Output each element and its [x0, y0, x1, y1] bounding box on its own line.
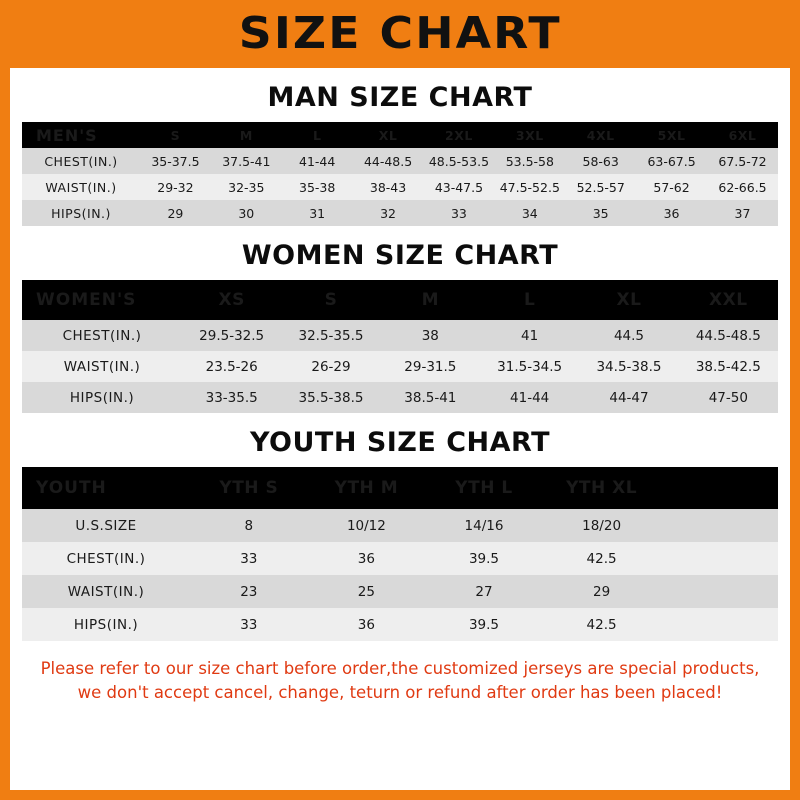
- footer-line-1: Please refer to our size chart before order,the customized jerseys are special products,: [40, 659, 760, 678]
- page-header: [0, 0, 800, 68]
- youth-header-yth-l: YTH L: [425, 467, 543, 509]
- men-header-s: S: [140, 122, 211, 148]
- women-header-m: M: [381, 280, 480, 320]
- table-row: [22, 320, 778, 351]
- youth-hips-blank: [660, 608, 778, 641]
- women-header-xxl: XXL: [679, 280, 778, 320]
- women-size-table: [22, 280, 778, 413]
- youth-chest-blank: [660, 542, 778, 575]
- men-row-label-waist: WAIST(IN.): [22, 174, 140, 200]
- table-row: [22, 174, 778, 200]
- table-header-row: [22, 467, 778, 509]
- footer-line-2: we don't accept cancel, change, teturn or refund after order has been placed!: [77, 682, 723, 702]
- youth-hips-m: 36: [308, 608, 426, 641]
- women-chest-s: 32.5-35.5: [281, 320, 380, 351]
- youth-waist-l: 27: [425, 575, 543, 608]
- women-row-label-chest: CHEST(IN.): [22, 320, 182, 351]
- youth-ussize-blank: [660, 509, 778, 542]
- youth-header-blank: [660, 467, 778, 509]
- men-row-label-hips: HIPS(IN.): [22, 200, 140, 226]
- men-chest-2xl: 48.5-53.5: [424, 148, 495, 174]
- table-header-row: [22, 280, 778, 320]
- women-chest-xs: 29.5-32.5: [182, 320, 281, 351]
- men-waist-xl: 38-43: [353, 174, 424, 200]
- chart-content: [10, 82, 790, 705]
- men-chest-m: 37.5-41: [211, 148, 282, 174]
- men-header-3xl: 3XL: [494, 122, 565, 148]
- women-header-xs: XS: [182, 280, 281, 320]
- men-chest-l: 41-44: [282, 148, 353, 174]
- women-hips-s: 35.5-38.5: [281, 382, 380, 413]
- women-hips-xxl: 47-50: [679, 382, 778, 413]
- table-row: [22, 509, 778, 542]
- men-row-label-chest: CHEST(IN.): [22, 148, 140, 174]
- men-chest-6xl: 67.5-72: [707, 148, 778, 174]
- youth-hips-l: 39.5: [425, 608, 543, 641]
- youth-header-label: YOUTH: [22, 467, 190, 509]
- women-waist-xxl: 38.5-42.5: [679, 351, 778, 382]
- youth-row-label-ussize: U.S.SIZE: [22, 509, 190, 542]
- men-chest-s: 35-37.5: [140, 148, 211, 174]
- men-header-4xl: 4XL: [565, 122, 636, 148]
- men-hips-3xl: 34: [494, 200, 565, 226]
- table-row: [22, 575, 778, 608]
- table-row: [22, 351, 778, 382]
- youth-waist-m: 25: [308, 575, 426, 608]
- men-hips-s: 29: [140, 200, 211, 226]
- men-hips-5xl: 36: [636, 200, 707, 226]
- men-header-2xl: 2XL: [424, 122, 495, 148]
- men-header-l: L: [282, 122, 353, 148]
- youth-chest-m: 36: [308, 542, 426, 575]
- men-chest-xl: 44-48.5: [353, 148, 424, 174]
- youth-ussize-s: 8: [190, 509, 308, 542]
- women-hips-xs: 33-35.5: [182, 382, 281, 413]
- men-hips-4xl: 35: [565, 200, 636, 226]
- women-hips-m: 38.5-41: [381, 382, 480, 413]
- women-header-label: WOMEN'S: [22, 280, 182, 320]
- women-section-title: WOMEN SIZE CHART: [241, 240, 559, 271]
- women-waist-xs: 23.5-26: [182, 351, 281, 382]
- men-waist-5xl: 57-62: [636, 174, 707, 200]
- youth-ussize-xl: 18/20: [543, 509, 661, 542]
- youth-waist-xl: 29: [543, 575, 661, 608]
- women-header-xl: XL: [579, 280, 678, 320]
- men-hips-m: 30: [211, 200, 282, 226]
- women-row-label-waist: WAIST(IN.): [22, 351, 182, 382]
- youth-section-title: YOUTH SIZE CHART: [249, 427, 551, 458]
- youth-chest-l: 39.5: [425, 542, 543, 575]
- youth-hips-xl: 42.5: [543, 608, 661, 641]
- men-waist-s: 29-32: [140, 174, 211, 200]
- men-chest-3xl: 53.5-58: [494, 148, 565, 174]
- women-header-l: L: [480, 280, 579, 320]
- women-hips-l: 41-44: [480, 382, 579, 413]
- women-chest-l: 41: [480, 320, 579, 351]
- men-chest-4xl: 58-63: [565, 148, 636, 174]
- women-chest-xxl: 44.5-48.5: [679, 320, 778, 351]
- women-waist-xl: 34.5-38.5: [579, 351, 678, 382]
- page-title: SIZE CHART: [238, 8, 562, 59]
- women-waist-s: 26-29: [281, 351, 380, 382]
- men-waist-m: 32-35: [211, 174, 282, 200]
- youth-row-label-waist: WAIST(IN.): [22, 575, 190, 608]
- men-header-6xl: 6XL: [707, 122, 778, 148]
- men-header-xl: XL: [353, 122, 424, 148]
- youth-size-table: [22, 467, 778, 641]
- youth-waist-s: 23: [190, 575, 308, 608]
- youth-header-yth-m: YTH M: [308, 467, 426, 509]
- men-waist-4xl: 52.5-57: [565, 174, 636, 200]
- youth-chest-xl: 42.5: [543, 542, 661, 575]
- women-row-label-hips: HIPS(IN.): [22, 382, 182, 413]
- women-chest-m: 38: [381, 320, 480, 351]
- table-row: [22, 542, 778, 575]
- women-header-s: S: [281, 280, 380, 320]
- youth-hips-s: 33: [190, 608, 308, 641]
- women-waist-m: 29-31.5: [381, 351, 480, 382]
- men-hips-6xl: 37: [707, 200, 778, 226]
- women-hips-xl: 44-47: [579, 382, 678, 413]
- men-header-label: MEN'S: [22, 122, 140, 148]
- men-hips-xl: 32: [353, 200, 424, 226]
- table-row: [22, 148, 778, 174]
- men-waist-3xl: 47.5-52.5: [494, 174, 565, 200]
- youth-header-yth-xl: YTH XL: [543, 467, 661, 509]
- table-row: [22, 608, 778, 641]
- youth-header-yth-s: YTH S: [190, 467, 308, 509]
- men-hips-l: 31: [282, 200, 353, 226]
- men-chest-5xl: 63-67.5: [636, 148, 707, 174]
- men-waist-l: 35-38: [282, 174, 353, 200]
- youth-waist-blank: [660, 575, 778, 608]
- men-size-table: [22, 122, 778, 226]
- footer-note: [22, 657, 778, 705]
- men-header-5xl: 5XL: [636, 122, 707, 148]
- youth-row-label-chest: CHEST(IN.): [22, 542, 190, 575]
- men-waist-2xl: 43-47.5: [424, 174, 495, 200]
- table-row: [22, 382, 778, 413]
- youth-ussize-l: 14/16: [425, 509, 543, 542]
- women-waist-l: 31.5-34.5: [480, 351, 579, 382]
- men-header-m: M: [211, 122, 282, 148]
- women-chest-xl: 44.5: [579, 320, 678, 351]
- table-row: [22, 200, 778, 226]
- men-hips-2xl: 33: [424, 200, 495, 226]
- youth-chest-s: 33: [190, 542, 308, 575]
- youth-row-label-hips: HIPS(IN.): [22, 608, 190, 641]
- youth-ussize-m: 10/12: [308, 509, 426, 542]
- men-section-title: MAN SIZE CHART: [267, 82, 533, 113]
- men-waist-6xl: 62-66.5: [707, 174, 778, 200]
- table-header-row: [22, 122, 778, 148]
